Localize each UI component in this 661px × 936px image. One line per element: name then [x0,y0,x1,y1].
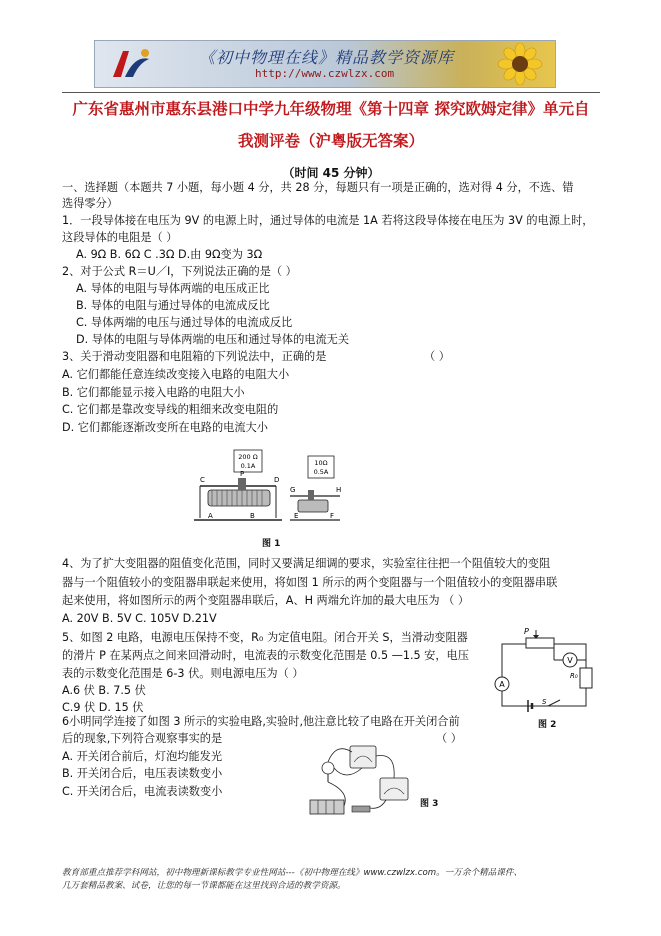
q3-option-b: B. 它们都能显示接入电路的电阻大小 [62,386,245,399]
section1-instructions-1: 一、选择题（本题共 7 小题，每小题 4 分，共 28 分，每题只有一项是正确的，选对得 4 分，不选、错 [62,181,574,194]
fig1-letter-a: A [208,512,213,520]
fig1-letter-d: D [274,476,280,484]
q2-option-c: C. 导体两端的电压与通过导体的电流成反比 [76,316,293,329]
fig3-battery-icon [310,800,344,814]
banner-url[interactable]: http://www.czwlzx.com [255,67,395,80]
q2-option-a: A. 导体的电阻与导体两端的电压成正比 [76,282,270,295]
q6-stem-1: 6小明同学连接了如图 3 所示的实验电路,实验时,他注意比较了电路在开关闭合前 [62,715,460,728]
q6-option-a: A. 开关闭合前后，灯泡均能发光 [62,750,223,763]
fig1-r1-value: 200 Ω [238,453,258,461]
sunflower-icon [491,43,549,85]
fig3-bulb-icon [322,762,334,774]
fig3-switch-icon [352,806,370,812]
fig2-rheostat [526,638,554,648]
q5-stem-1: 5、如图 2 电路，电源电压保持不变，R₀ 为定值电阻。闭合开关 S，当滑动变阻器 [62,631,468,644]
q5-options-cd: C.9 伏 D. 15 伏 [62,701,144,714]
q3-option-d: D. 它们都能逐渐改变所在电路的电流大小 [62,421,268,434]
fig3-meter-2-icon [380,778,408,800]
q6-option-c: C. 开关闭合后，电流表读数变小 [62,785,223,798]
q3-answer-paren: （ ） [424,350,450,363]
q4-stem-3: 起来使用，将如图所示的两个变阻器串联后，A、H 两端允许加的最大电压为 （ ） [62,594,470,607]
fig1-letter-e: E [294,512,299,520]
q2-option-d: D. 导体的电阻与导体两端的电压和通过导体的电流无关 [76,333,350,346]
header-banner [94,40,556,88]
q5-stem-2: 的滑片 P 在某两点之间来回滑动时，电流表的示数变化范围是 0.5 —1.5 安，电压 [62,649,469,662]
figure-3-label: 图 3 [420,799,439,809]
figure-1-label: 图 1 [262,539,281,549]
fig1-slider-p [238,478,246,490]
fig1-letter-p: P [240,470,245,478]
time-limit: （时间 45 分钟） [282,166,380,180]
footer-line1: 教育部重点推荐学科网站，初中物理新课标教学专业性网站---《初中物理在线》www.czwlzx.com。一万余个精品课件、 [62,868,523,878]
figure-3-experiment [306,742,420,820]
q5-options-ab: A.6 伏 B. 7.5 伏 [62,684,146,697]
page-title-line1: 广东省惠州市惠东县港口中学九年级物理《第十四章 探究欧姆定律》单元自 [72,100,590,118]
fig2-label-r0: R₀ [570,672,578,680]
fig1-letter-f: F [330,512,335,520]
site-logo-icon [109,45,153,81]
q1-stem-1: 1．一段导体接在电压为 9V 的电源上时，通过导体的电流是 1A 若将这段导体接在电压为 3V 的电源上时， [62,214,594,227]
q6-answer-paren: （ ） [436,732,462,745]
q3-option-c: C. 它们都是靠改变导线的粗细来改变电阻的 [62,403,279,416]
figure-2-circuit [494,624,598,720]
q1-options: A. 9Ω B. 6Ω C .3Ω D.由 9Ω变为 3Ω [76,248,263,261]
fig1-letter-b: B [250,512,255,520]
fig1-r2-value: 10Ω [314,459,328,467]
q4-options: A. 20V B. 5V C. 105V D.21V [62,612,217,625]
banner-slogan: 《初中物理在线》精品教学资源库 [199,48,455,67]
fig2-label-a: A [499,680,505,689]
figure-2-label: 图 2 [538,720,557,730]
q3-stem: 3、关于滑动变阻器和电阻箱的下列说法中，正确的是 [62,350,327,363]
q6-stem-2: 后的现象,下列符合观察事实的是 [62,732,223,745]
q6-option-b: B. 开关闭合后，电压表读数变小 [62,767,223,780]
footer-line2: 几万套精品教案、试卷，让您的每一节课都能在这里找到合适的教学资源。 [62,881,346,891]
q4-stem-1: 4、为了扩大变阻器的阻值变化范围，同时又要满足细调的要求，实验室往往把一个阻值较大的变阻 [62,557,551,570]
q3-option-a: A. 它们都能任意连续改变接入电路的电阻大小 [62,368,290,381]
page-title-line2: 我测评卷（沪粤版无答案） [237,132,424,150]
fig1-r1-current: 0.1A [240,462,256,470]
fig3-meter-1-icon [350,746,376,768]
q5-stem-3: 表的示数变化范围是 6-3 伏。则电源电压为（ ） [62,667,304,680]
header-divider [62,92,600,93]
q1-stem-2: 这段导体的电阻是（ ） [62,231,178,244]
fig2-label-p: P [524,627,529,636]
fig2-label-v: V [567,656,573,665]
fig1-letter-g: G [290,486,296,494]
fig1-r2-current: 0.5A [313,468,329,476]
section1-instructions-2: 选得零分） [62,197,118,210]
fig2-label-s: S [542,698,547,706]
fig2-r0-resistor [580,668,592,688]
fig1-letter-h: H [336,486,342,494]
q4-stem-2: 器与一个阻值较小的变阻器串联起来使用，将如图 1 所示的两个变阻器与一个阻值较小的变阻器串联 [62,576,558,589]
figure-1-rheostats [190,448,350,530]
fig1-letter-c: C [200,476,205,484]
q2-option-b: B. 导体的电阻与通过导体的电流成反比 [76,299,270,312]
q2-stem: 2、对于公式 R＝U／I，下列说法正确的是（ ） [62,265,297,278]
